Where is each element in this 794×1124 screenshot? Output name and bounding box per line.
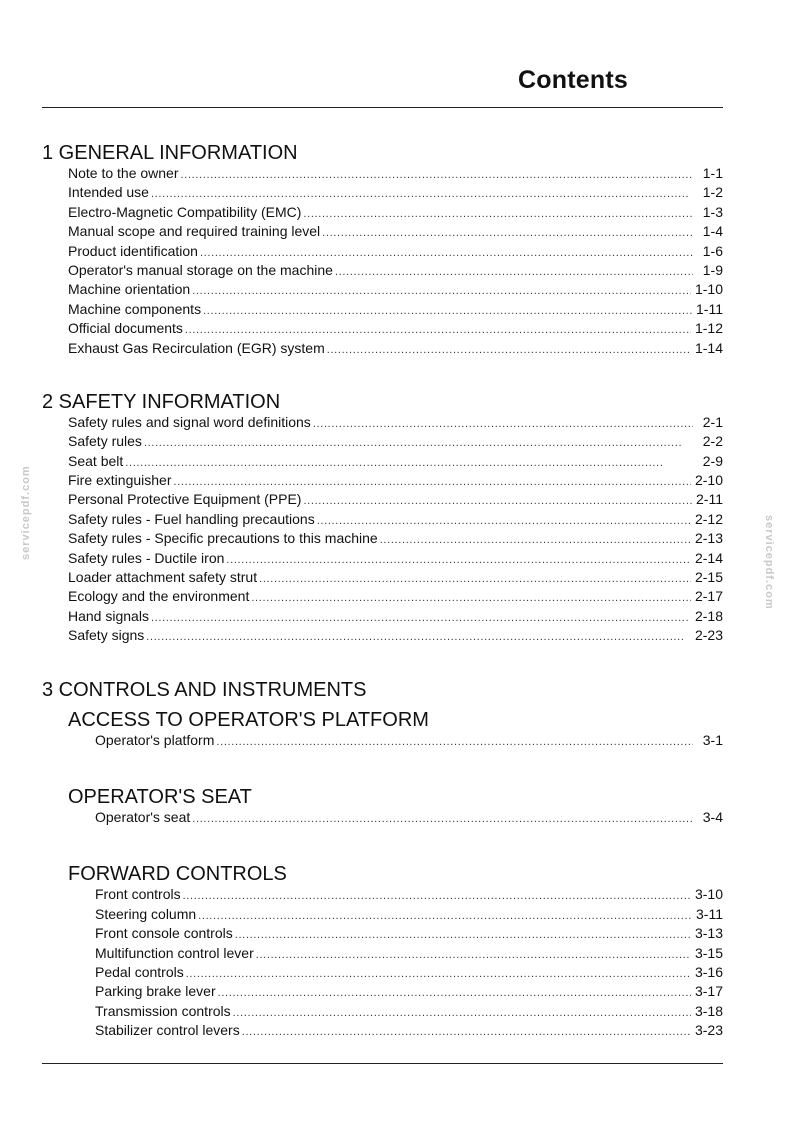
dot-leader — [186, 965, 691, 984]
toc-entry[interactable] — [42, 413, 723, 432]
entry-label: Safety rules — [68, 433, 142, 450]
entry-page: 1-1 — [702, 165, 723, 181]
entry-label: Official documents — [68, 320, 183, 337]
dot-leader — [181, 166, 693, 185]
entry-page: 1-9 — [702, 261, 723, 278]
entry-page: 3-17 — [694, 983, 723, 1000]
entry-label: Product identification — [68, 242, 198, 259]
toc-entry[interactable] — [42, 432, 723, 451]
dot-leader — [192, 810, 693, 829]
toc-entry[interactable] — [42, 549, 723, 568]
page-title: Contents — [518, 66, 628, 94]
entry-page: 3-4 — [702, 808, 723, 825]
dot-leader — [256, 946, 691, 965]
dot-leader — [125, 454, 693, 473]
subsection-operators-seat — [42, 786, 723, 827]
entry-page: 3-16 — [694, 963, 723, 980]
entry-list — [42, 413, 723, 646]
toc-entry[interactable] — [42, 164, 723, 183]
toc-entry[interactable] — [42, 510, 723, 529]
top-divider — [42, 107, 723, 108]
entry-page: 2-11 — [696, 491, 723, 508]
entry-page: 2-23 — [694, 627, 723, 644]
toc-entry[interactable] — [42, 183, 723, 202]
entry-label: Steering column — [95, 905, 197, 922]
entry-page: 1-2 — [702, 184, 723, 201]
toc-entry[interactable] — [42, 885, 723, 904]
entry-page: 3-15 — [694, 944, 723, 961]
dot-leader — [218, 984, 691, 1003]
dot-leader — [259, 570, 691, 589]
toc-entry[interactable] — [42, 471, 723, 490]
toc-entry[interactable] — [42, 261, 723, 280]
entry-page: 3-11 — [696, 905, 723, 922]
chapter-title: 2 SAFETY INFORMATION — [42, 390, 281, 413]
toc-entry[interactable] — [42, 452, 723, 471]
dot-leader — [146, 628, 691, 647]
entry-page: 2-18 — [694, 607, 723, 624]
entry-page: 1-10 — [694, 281, 723, 298]
entry-list — [42, 164, 723, 358]
entry-page: 1-4 — [702, 223, 723, 240]
entry-label: Safety signs — [68, 627, 145, 644]
chapter-3 — [42, 679, 723, 1041]
toc-entry[interactable] — [42, 339, 723, 358]
entry-label: Operator's platform — [95, 731, 215, 748]
entry-label: Personal Protective Equipment (PPE) — [68, 491, 302, 508]
dot-leader — [235, 926, 691, 945]
entry-label: Fire extinguisher — [68, 472, 172, 489]
dot-leader — [313, 415, 693, 434]
entry-page: 3-1 — [702, 731, 723, 748]
dot-leader — [226, 551, 691, 570]
dot-leader — [144, 434, 693, 453]
toc-entry[interactable] — [42, 490, 723, 509]
chapter-title: 1 GENERAL INFORMATION — [42, 142, 298, 164]
entry-page: 2-14 — [694, 549, 723, 566]
entry-page: 2-1 — [702, 413, 723, 430]
dot-leader — [242, 1023, 691, 1042]
entry-label: Manual scope and required training level — [68, 223, 321, 240]
entry-page: 3-23 — [694, 1022, 723, 1039]
toc-entry[interactable] — [42, 731, 723, 750]
entry-label: Electro-Magnetic Compatibility (EMC) — [68, 203, 302, 220]
toc-entry[interactable] — [42, 982, 723, 1001]
subsection-title: ACCESS TO OPERATOR'S PLATFORM — [68, 708, 429, 731]
entry-label: Safety rules - Specific precautions to this machine — [68, 530, 378, 547]
entry-label: Machine orientation — [68, 281, 191, 298]
toc-entry[interactable] — [42, 963, 723, 982]
entry-page: 2-15 — [694, 569, 723, 586]
toc-entry[interactable] — [42, 944, 723, 963]
toc-entry[interactable] — [42, 808, 723, 827]
toc-entry[interactable] — [42, 924, 723, 943]
entry-label: Machine components — [68, 300, 202, 317]
entry-label: Note to the owner — [68, 165, 179, 181]
toc-entry[interactable] — [42, 203, 723, 222]
dot-leader — [203, 302, 692, 321]
entry-page: 2-10 — [694, 472, 723, 489]
toc-entry[interactable] — [42, 242, 723, 261]
entry-label: Operator's manual storage on the machine — [68, 261, 333, 278]
entry-page: 1-11 — [696, 300, 723, 317]
entry-page: 3-10 — [694, 886, 723, 903]
dot-leader — [327, 341, 691, 360]
bottom-divider — [42, 1063, 723, 1064]
toc-entry[interactable] — [42, 905, 723, 924]
dot-leader — [216, 733, 693, 752]
table-of-contents — [42, 142, 723, 1041]
dot-leader — [251, 589, 691, 608]
subsection-title: OPERATOR'S SEAT — [68, 785, 252, 808]
dot-leader — [303, 205, 693, 224]
chapter-2 — [42, 391, 723, 646]
dot-leader — [233, 1004, 691, 1023]
entry-page: 1-6 — [702, 242, 723, 259]
toc-entry[interactable] — [42, 222, 723, 241]
entry-page: 1-12 — [694, 320, 723, 337]
dot-leader — [322, 224, 693, 243]
entry-label: Front console controls — [95, 925, 233, 942]
entry-label: Multifunction control lever — [95, 944, 254, 961]
entry-page: 2-12 — [694, 510, 723, 527]
entry-label: Loader attachment safety strut — [68, 569, 258, 586]
entry-label: Seat belt — [68, 452, 124, 469]
entry-label: Pedal controls — [95, 963, 184, 980]
entry-label: Parking brake lever — [95, 983, 216, 1000]
entry-label: Operator's seat — [95, 808, 191, 825]
dot-leader — [183, 887, 691, 906]
entry-page: 1-3 — [702, 203, 723, 220]
entry-page: 2-17 — [694, 588, 723, 605]
dot-leader — [192, 282, 691, 301]
chapter-1 — [42, 142, 723, 358]
toc-entry[interactable] — [42, 319, 723, 338]
toc-entry[interactable] — [42, 300, 723, 319]
entry-label: Safety rules - Fuel handling precautions — [68, 510, 315, 527]
toc-entry[interactable] — [42, 1002, 723, 1021]
entry-page: 3-18 — [694, 1002, 723, 1019]
entry-label: Ecology and the environment — [68, 588, 250, 605]
toc-entry[interactable] — [42, 587, 723, 606]
entry-label: Safety rules - Ductile iron — [68, 549, 225, 566]
dot-leader — [151, 609, 691, 628]
dot-leader — [335, 263, 693, 282]
entry-label: Front controls — [95, 886, 181, 903]
entry-page: 2-9 — [702, 452, 723, 469]
toc-entry[interactable] — [42, 529, 723, 548]
toc-entry[interactable] — [42, 626, 723, 645]
entry-label: Hand signals — [68, 607, 149, 624]
toc-entry[interactable] — [42, 607, 723, 626]
entry-page: 2-2 — [702, 433, 723, 450]
watermark-left: servicepdf.com — [20, 465, 32, 560]
entry-page: 2-13 — [694, 530, 723, 547]
entry-label: Exhaust Gas Recirculation (EGR) system — [68, 339, 325, 356]
dot-leader — [198, 907, 692, 926]
dot-leader — [303, 492, 692, 511]
subsection-access-platform — [42, 709, 723, 750]
toc-entry[interactable] — [42, 280, 723, 299]
entry-label: Stabilizer control levers — [95, 1022, 240, 1039]
toc-entry[interactable] — [42, 568, 723, 587]
subsection-forward-controls — [42, 863, 723, 1040]
entry-label: Transmission controls — [95, 1002, 231, 1019]
chapter-title: 3 CONTROLS AND INSTRUMENTS — [42, 678, 367, 701]
entry-page: 3-13 — [694, 925, 723, 942]
watermark-right: servicepdf.com — [763, 515, 775, 610]
subsection-title: FORWARD CONTROLS — [68, 863, 287, 886]
entry-page: 1-14 — [694, 339, 723, 356]
entry-label: Intended use — [68, 184, 149, 201]
dot-leader — [380, 531, 691, 550]
entry-label: Safety rules and signal word definitions — [68, 413, 311, 430]
toc-entry[interactable] — [42, 1021, 723, 1040]
